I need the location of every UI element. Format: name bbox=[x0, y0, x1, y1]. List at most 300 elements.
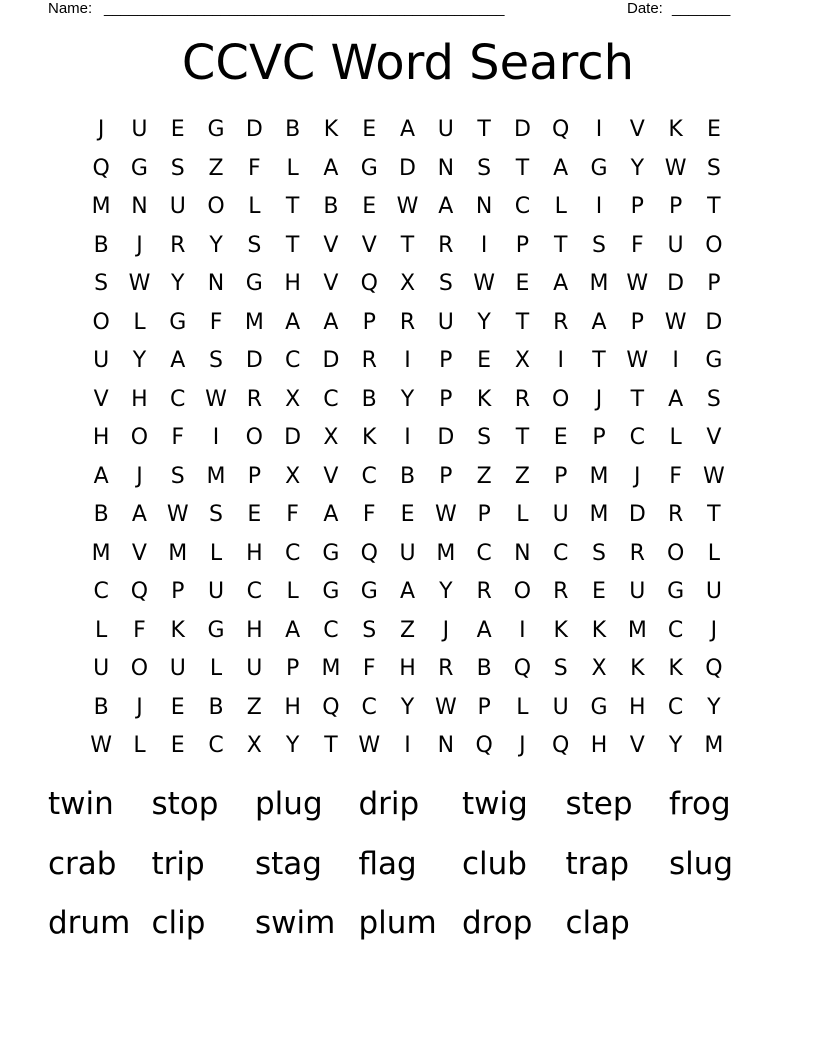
word-bank-item: trap bbox=[565, 845, 630, 882]
word-bank-item: stag bbox=[255, 845, 322, 882]
grid-letter: J bbox=[136, 232, 143, 258]
grid-letter: P bbox=[362, 309, 376, 335]
grid-letter: P bbox=[630, 309, 644, 335]
grid-letter: W bbox=[664, 309, 687, 335]
grid-letter: V bbox=[93, 386, 109, 412]
grid-letter: W bbox=[626, 271, 649, 296]
grid-letter: U bbox=[169, 656, 186, 681]
word-bank-item: twig bbox=[462, 786, 528, 822]
grid-letter: B bbox=[208, 694, 224, 720]
grid-letter: O bbox=[666, 540, 685, 566]
grid-letter: G bbox=[590, 155, 608, 181]
grid-letter: C bbox=[323, 386, 339, 412]
grid-letter: A bbox=[399, 117, 416, 142]
grid-letter: I bbox=[404, 425, 411, 450]
grid-letter: Q bbox=[92, 155, 110, 181]
grid-letter: B bbox=[399, 463, 416, 489]
grid-letter: U bbox=[667, 232, 684, 258]
word-bank-item: drum bbox=[48, 905, 131, 941]
grid-letter: J bbox=[136, 463, 143, 489]
grid-letter: T bbox=[630, 386, 645, 412]
grid-letter: W bbox=[166, 502, 189, 527]
grid-letter: X bbox=[285, 386, 301, 412]
grid-letter: T bbox=[707, 194, 721, 219]
grid-letter: N bbox=[514, 540, 531, 566]
grid-letter: D bbox=[513, 117, 531, 142]
grid-letter: E bbox=[247, 502, 262, 527]
grid-letter: D bbox=[284, 425, 302, 450]
grid-row bbox=[82, 612, 733, 651]
grid-letter: U bbox=[437, 117, 454, 142]
grid-letter: P bbox=[477, 694, 491, 720]
grid-letter: V bbox=[323, 232, 339, 258]
grid-letter: R bbox=[170, 232, 186, 258]
grid-letter: A bbox=[285, 617, 301, 643]
word-bank-row bbox=[48, 899, 773, 959]
grid-letter: G bbox=[360, 579, 378, 604]
grid-letter: W bbox=[434, 502, 457, 527]
grid-letter: P bbox=[592, 425, 606, 450]
grid-letter: C bbox=[284, 348, 301, 373]
grid-letter: L bbox=[95, 617, 108, 643]
grid-letter: D bbox=[628, 502, 646, 527]
grid-letter: P bbox=[439, 348, 453, 373]
grid-row bbox=[82, 496, 733, 535]
grid-letter: T bbox=[515, 155, 530, 181]
grid-letter: F bbox=[248, 155, 261, 181]
grid-letter: V bbox=[323, 271, 339, 296]
grid-letter: H bbox=[629, 694, 646, 720]
word-bank-item: club bbox=[462, 845, 527, 882]
grid-letter: T bbox=[324, 733, 338, 758]
grid-letter: R bbox=[476, 579, 492, 604]
grid-letter: Q bbox=[552, 117, 570, 142]
grid-letter: K bbox=[553, 617, 568, 643]
grid-letter: V bbox=[361, 232, 377, 258]
grid-letter: G bbox=[322, 579, 340, 604]
word-bank-item: plug bbox=[255, 786, 323, 822]
grid-letter: M bbox=[627, 617, 647, 643]
word-bank-item: frog bbox=[669, 786, 731, 822]
grid-letter: Q bbox=[130, 579, 149, 604]
grid-letter: J bbox=[595, 386, 603, 412]
grid-letter: P bbox=[630, 194, 644, 219]
grid-letter: B bbox=[476, 656, 492, 681]
grid-letter: J bbox=[634, 463, 641, 489]
grid-letter: A bbox=[323, 309, 339, 335]
grid-letter: K bbox=[362, 425, 377, 450]
grid-letter: M bbox=[168, 540, 188, 566]
grid-letter: T bbox=[400, 232, 415, 258]
grid-letter: J bbox=[710, 617, 718, 643]
grid-letter: N bbox=[437, 155, 455, 181]
grid-letter: M bbox=[321, 656, 341, 681]
grid-letter: G bbox=[590, 694, 608, 720]
grid-letter: N bbox=[131, 194, 148, 219]
grid-letter: I bbox=[595, 194, 603, 219]
grid-letter: Z bbox=[476, 463, 492, 489]
grid-letter: Y bbox=[132, 348, 147, 373]
grid-letter: Y bbox=[668, 733, 683, 758]
grid-letter: P bbox=[668, 194, 683, 219]
grid-letter: H bbox=[590, 733, 608, 758]
grid-letter: M bbox=[91, 194, 111, 219]
header bbox=[0, 0, 816, 20]
grid-letter: R bbox=[361, 348, 377, 373]
grid-letter: S bbox=[706, 155, 721, 181]
grid-letter: M bbox=[589, 502, 609, 527]
grid-letter: N bbox=[207, 271, 225, 296]
grid-row bbox=[82, 650, 733, 689]
grid-letter: Y bbox=[285, 733, 300, 758]
word-bank-row bbox=[48, 840, 773, 900]
grid-letter: E bbox=[362, 117, 377, 142]
grid-letter: P bbox=[285, 656, 300, 681]
grid-letter: G bbox=[130, 155, 148, 181]
grid-letter: K bbox=[668, 117, 683, 142]
grid-letter: O bbox=[207, 194, 225, 219]
grid-letter: C bbox=[629, 425, 645, 450]
grid-letter: T bbox=[515, 309, 530, 335]
grid-letter: C bbox=[476, 540, 492, 566]
word-bank-item: flag bbox=[358, 845, 417, 882]
grid-letter: L bbox=[516, 694, 529, 720]
grid-letter: X bbox=[323, 425, 339, 450]
grid-letter: D bbox=[245, 348, 263, 373]
name-field-line: ________________________________________________ bbox=[104, 0, 505, 17]
grid-letter: W bbox=[90, 733, 113, 758]
grid-row bbox=[82, 573, 733, 612]
grid-letter: S bbox=[362, 617, 377, 643]
grid-letter: B bbox=[323, 194, 339, 219]
grid-letter: D bbox=[399, 155, 416, 181]
grid-letter: X bbox=[514, 348, 530, 373]
grid-letter: J bbox=[136, 694, 143, 720]
grid-row bbox=[82, 689, 733, 728]
grid-letter: M bbox=[704, 733, 724, 758]
grid-letter: L bbox=[707, 540, 721, 566]
grid-letter: E bbox=[515, 271, 530, 296]
word-bank-item: crab bbox=[48, 845, 117, 882]
grid-letter: F bbox=[362, 502, 376, 527]
grid-letter: R bbox=[553, 309, 569, 335]
grid-letter: T bbox=[477, 117, 491, 142]
grid-letter: E bbox=[477, 348, 492, 373]
grid-letter: S bbox=[94, 271, 109, 296]
grid-letter: A bbox=[131, 502, 147, 527]
grid-letter: H bbox=[399, 656, 416, 681]
grid-letter: J bbox=[97, 117, 105, 142]
grid-letter: K bbox=[323, 117, 339, 142]
grid-letter: Q bbox=[552, 733, 570, 758]
grid-letter: V bbox=[629, 733, 645, 758]
grid-letter: A bbox=[323, 155, 339, 181]
grid-letter: R bbox=[629, 540, 645, 566]
grid-letter: R bbox=[438, 656, 454, 681]
word-bank-item: trip bbox=[151, 845, 205, 882]
grid-letter: A bbox=[323, 502, 339, 527]
grid-letter: P bbox=[515, 232, 530, 258]
grid-letter: Y bbox=[707, 694, 721, 720]
grid-letter: J bbox=[519, 733, 526, 758]
grid-letter: D bbox=[437, 425, 455, 450]
grid-letter: U bbox=[552, 502, 569, 527]
grid-letter: G bbox=[245, 271, 263, 296]
grid-letter: I bbox=[404, 348, 411, 373]
grid-letter: Y bbox=[630, 155, 645, 181]
grid-letter: P bbox=[707, 271, 721, 296]
grid-letter: T bbox=[553, 232, 568, 258]
grid-letter: K bbox=[630, 656, 645, 681]
grid-letter: F bbox=[362, 656, 376, 681]
grid-letter: X bbox=[246, 733, 262, 758]
word-bank-item: clap bbox=[565, 905, 630, 941]
date-label: Date: bbox=[627, 0, 663, 17]
grid-letter: B bbox=[93, 502, 109, 527]
grid-letter: K bbox=[668, 656, 683, 681]
grid-letter: R bbox=[246, 386, 262, 412]
grid-letter: F bbox=[286, 502, 299, 527]
grid-letter: A bbox=[476, 617, 492, 643]
grid-letter: Q bbox=[360, 540, 378, 566]
grid-letter: G bbox=[207, 617, 225, 643]
grid-letter: D bbox=[667, 271, 685, 296]
grid-letter: S bbox=[247, 232, 262, 258]
grid-row bbox=[82, 419, 733, 458]
grid-letter: U bbox=[246, 656, 263, 681]
word-bank-item: stop bbox=[151, 786, 219, 822]
grid-letter: Q bbox=[475, 733, 493, 758]
grid-row bbox=[82, 150, 733, 189]
grid-letter: M bbox=[436, 540, 456, 566]
grid-row bbox=[82, 111, 733, 150]
grid-letter: U bbox=[131, 117, 148, 142]
grid-letter: S bbox=[438, 271, 453, 296]
grid-letter: Y bbox=[400, 386, 415, 412]
grid-letter: L bbox=[554, 194, 567, 219]
grid-letter: L bbox=[209, 540, 223, 566]
grid-letter: U bbox=[169, 194, 186, 219]
date-field-line: _______ bbox=[672, 0, 731, 17]
grid-letter: I bbox=[557, 348, 564, 373]
word-bank-item: drop bbox=[462, 905, 533, 941]
grid-letter: E bbox=[592, 579, 606, 604]
grid-letter: P bbox=[439, 463, 453, 489]
grid-letter: C bbox=[361, 463, 377, 489]
grid-row bbox=[82, 535, 733, 574]
grid-letter: K bbox=[170, 617, 185, 643]
word-bank-item: clip bbox=[151, 905, 206, 941]
grid-letter: T bbox=[515, 425, 530, 450]
grid-letter: A bbox=[553, 271, 569, 296]
word-bank-item: twin bbox=[48, 786, 114, 822]
grid-letter: J bbox=[442, 617, 450, 643]
grid-letter: D bbox=[245, 117, 263, 142]
grid-letter: N bbox=[475, 194, 493, 219]
grid-letter: I bbox=[595, 117, 603, 142]
grid-letter: L bbox=[133, 733, 146, 758]
grid-letter: M bbox=[206, 463, 226, 489]
grid-letter: Z bbox=[208, 155, 224, 181]
grid-letter: U bbox=[93, 656, 110, 681]
grid-letter: S bbox=[170, 463, 185, 489]
grid-letter: Q bbox=[705, 656, 723, 681]
grid-row bbox=[82, 342, 733, 381]
grid-letter: T bbox=[285, 194, 300, 219]
grid-letter: S bbox=[706, 386, 721, 412]
grid-row bbox=[82, 265, 733, 304]
grid-letter: B bbox=[93, 232, 109, 258]
grid-letter: W bbox=[664, 155, 687, 181]
grid-letter: D bbox=[322, 348, 340, 373]
grid-letter: H bbox=[284, 271, 301, 296]
grid-letter: C bbox=[553, 540, 569, 566]
grid-letter: E bbox=[400, 502, 415, 527]
grid-letter: P bbox=[247, 463, 261, 489]
grid-letter: G bbox=[169, 309, 187, 335]
grid-row bbox=[82, 227, 733, 266]
grid-letter: Z bbox=[246, 694, 262, 720]
grid-letter: F bbox=[209, 309, 223, 335]
word-bank-row bbox=[48, 780, 773, 840]
grid-letter: V bbox=[629, 117, 645, 142]
grid-letter: K bbox=[476, 386, 492, 412]
grid-letter: U bbox=[705, 579, 722, 604]
grid-letter: E bbox=[170, 117, 185, 142]
grid-letter: T bbox=[285, 232, 300, 258]
grid-letter: S bbox=[592, 232, 606, 258]
grid-letter: T bbox=[592, 348, 606, 373]
grid-letter: R bbox=[553, 579, 569, 604]
grid-letter: U bbox=[93, 348, 110, 373]
grid-letter: W bbox=[434, 694, 457, 720]
grid-letter: S bbox=[209, 502, 224, 527]
grid-letter: O bbox=[705, 232, 723, 258]
grid-letter: S bbox=[553, 656, 568, 681]
grid-letter: X bbox=[285, 463, 301, 489]
grid-letter: A bbox=[553, 155, 569, 181]
grid-letter: O bbox=[513, 579, 532, 604]
grid-letter: H bbox=[246, 617, 263, 643]
letter-grid bbox=[82, 111, 733, 766]
word-bank-item: slug bbox=[669, 845, 734, 882]
grid-letter: O bbox=[245, 425, 263, 450]
grid-letter: W bbox=[358, 733, 381, 758]
grid-letter: I bbox=[404, 733, 411, 758]
grid-letter: S bbox=[477, 425, 492, 450]
grid-letter: E bbox=[362, 194, 377, 219]
grid-letter: C bbox=[514, 194, 531, 219]
grid-letter: D bbox=[705, 309, 723, 335]
grid-letter: U bbox=[629, 579, 646, 604]
grid-letter: P bbox=[554, 463, 568, 489]
grid-letter: A bbox=[591, 309, 607, 335]
name-label: Name: bbox=[48, 0, 93, 17]
word-bank bbox=[48, 780, 773, 959]
grid-letter: S bbox=[477, 155, 492, 181]
grid-letter: C bbox=[667, 694, 684, 720]
grid-letter: W bbox=[473, 271, 495, 296]
grid-letter: H bbox=[284, 694, 301, 720]
grid-letter: A bbox=[438, 194, 454, 219]
word-bank-item: plum bbox=[358, 905, 437, 941]
grid-letter: Y bbox=[171, 271, 185, 296]
grid-letter: O bbox=[130, 425, 149, 450]
grid-letter: O bbox=[130, 656, 149, 681]
grid-letter: L bbox=[248, 194, 261, 219]
grid-letter: C bbox=[170, 386, 186, 412]
grid-letter: L bbox=[133, 309, 146, 335]
grid-letter: A bbox=[170, 348, 186, 373]
grid-letter: I bbox=[672, 348, 679, 373]
grid-letter: Z bbox=[514, 463, 530, 489]
grid-letter: C bbox=[246, 579, 263, 604]
grid-letter: S bbox=[209, 348, 224, 373]
grid-letter: E bbox=[170, 733, 185, 758]
grid-letter: G bbox=[322, 540, 340, 566]
grid-letter: E bbox=[706, 117, 721, 142]
grid-letter: R bbox=[399, 309, 416, 335]
grid-letter: X bbox=[399, 271, 416, 296]
grid-letter: G bbox=[667, 579, 685, 604]
grid-letter: Z bbox=[399, 617, 416, 643]
grid-letter: E bbox=[170, 694, 185, 720]
grid-letter: L bbox=[286, 579, 299, 604]
grid-letter: T bbox=[707, 502, 721, 527]
grid-letter: V bbox=[706, 425, 722, 450]
grid-letter: C bbox=[93, 579, 109, 604]
grid-letter: H bbox=[131, 386, 148, 412]
grid-letter: R bbox=[667, 502, 684, 527]
grid-letter: C bbox=[361, 694, 377, 720]
grid-row bbox=[82, 727, 733, 766]
grid-letter: P bbox=[171, 579, 185, 604]
grid-letter: R bbox=[438, 232, 454, 258]
grid-letter: O bbox=[552, 386, 570, 412]
grid-letter: P bbox=[477, 502, 491, 527]
grid-letter: F bbox=[630, 232, 644, 258]
grid-letter: Q bbox=[360, 271, 378, 296]
word-bank-item: drip bbox=[358, 786, 420, 822]
grid-letter: B bbox=[285, 117, 301, 142]
grid-row bbox=[82, 304, 733, 343]
grid-letter: Q bbox=[513, 656, 532, 681]
grid-letter: M bbox=[244, 309, 264, 335]
grid-letter: W bbox=[128, 271, 151, 296]
grid-row bbox=[82, 381, 733, 420]
grid-letter: S bbox=[170, 155, 185, 181]
grid-letter: S bbox=[592, 540, 606, 566]
grid-letter: B bbox=[93, 694, 109, 720]
grid-letter: C bbox=[284, 540, 301, 566]
grid-letter: F bbox=[171, 425, 185, 450]
grid-letter: G bbox=[705, 348, 723, 373]
grid-letter: L bbox=[286, 155, 299, 181]
grid-letter: W bbox=[396, 194, 419, 219]
grid-letter: R bbox=[514, 386, 531, 412]
grid-letter: O bbox=[92, 309, 110, 335]
word-bank-item: step bbox=[565, 786, 633, 822]
grid-letter: A bbox=[399, 579, 416, 604]
grid-letter: L bbox=[516, 502, 529, 527]
grid-letter: W bbox=[703, 463, 725, 489]
grid-letter: C bbox=[667, 617, 684, 643]
grid-letter: Y bbox=[209, 232, 223, 258]
grid-letter: C bbox=[323, 617, 339, 643]
grid-letter: X bbox=[591, 656, 607, 681]
grid-letter: Y bbox=[439, 579, 453, 604]
grid-letter: U bbox=[437, 309, 454, 335]
